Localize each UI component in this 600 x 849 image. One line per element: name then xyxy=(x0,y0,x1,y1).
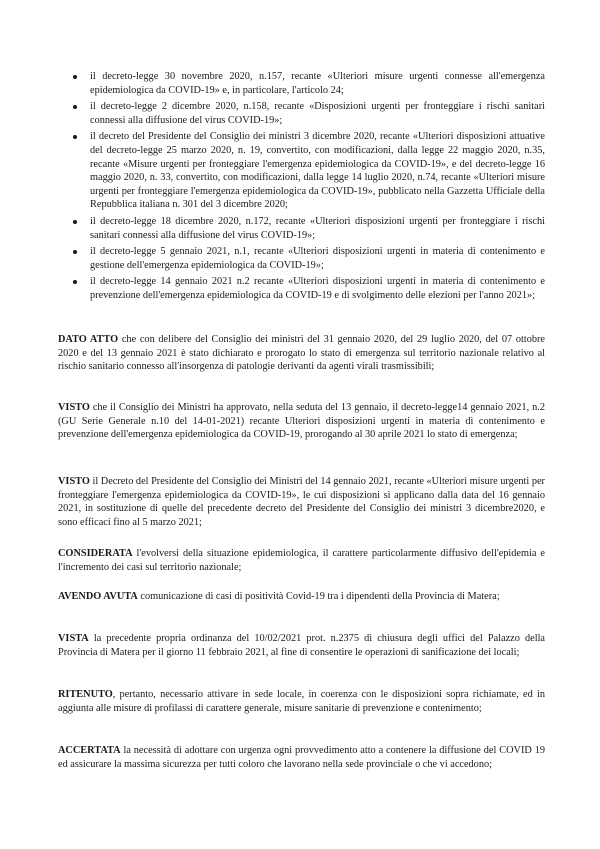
paragraph-avendo-avuta xyxy=(58,590,545,604)
bullet-icon xyxy=(73,135,77,139)
paragraph-ritenuto xyxy=(58,688,545,715)
bullet-icon xyxy=(73,105,77,109)
paragraph-text: comunicazione di casi di positività Covid-19 tra i dipendenti della Provincia di Matera; xyxy=(137,591,500,602)
paragraph-text: la precedente propria ordinanza del 10/02/2021 prot. n.2375 di chiusura degli uffici del Palazzo della Provincia di Matera per il giorno 11 febbraio 2021, al fine di consentire le operazioni di sanificazione dei locali; xyxy=(58,633,545,658)
paragraph-dato-atto xyxy=(58,333,545,374)
list-item xyxy=(90,245,545,272)
paragraph-keyword: VISTA xyxy=(58,633,89,644)
paragraph-accertata xyxy=(58,744,545,771)
paragraph-keyword: CONSIDERATA xyxy=(58,548,133,559)
paragraph-visto-decreto-legge xyxy=(58,401,545,442)
bullet-icon xyxy=(73,75,77,79)
bullet-text: il decreto-legge 14 gennaio 2021 n.2 recante «Ulteriori disposizioni urgenti in materia di contenimento e prevenzione dell'emergenza epidemiologica da COVID-19 e di svolgimento delle elezioni per l'anno 2021»; xyxy=(90,276,545,301)
list-item xyxy=(90,275,545,302)
paragraph-keyword: RITENUTO xyxy=(58,689,113,700)
paragraph-keyword: AVENDO AVUTA xyxy=(58,591,138,602)
paragraph-vista xyxy=(58,632,545,659)
paragraph-considerata xyxy=(58,547,545,574)
paragraph-keyword: DATO ATTO xyxy=(58,334,119,345)
bullet-icon xyxy=(73,280,77,284)
bullet-text: il decreto-legge 5 gennaio 2021, n.1, recante «Ulteriori disposizioni urgenti in materia di contenimento e gestione dell'emergenza epidemiologica da COVID-19»; xyxy=(90,246,545,271)
bullet-text: il decreto-legge 18 dicembre 2020, n.172, recante «Ulteriori disposizioni urgenti per fronteggiare i rischi sanitari connessi alla diffusione del virus COVID-19»; xyxy=(90,215,545,241)
list-item xyxy=(90,100,545,127)
list-item xyxy=(90,130,545,212)
paragraph-keyword: VISTO xyxy=(58,476,90,487)
list-item xyxy=(90,70,545,97)
list-item xyxy=(90,215,545,242)
paragraph-text: il Decreto del Presidente del Consiglio dei Ministri del 14 gennaio 2021, recante «Ulteriori misure urgenti per fronteggiare l'emergenza epidemiologica da COVID-19», le cui disposizioni si applicano dalla data del 16 gennaio 2021, in sostituzione di quelle del precedente decreto del Presidente del Consiglio dei ministri 3 dicembre2020, e sono efficaci fino al 5 marzo 2021; xyxy=(58,476,545,528)
paragraph-text: l'evolversi della situazione epidemiologica, il carattere particolarmente diffusivo dell'epidemia e l'incremento dei casi sul territorio nazionale; xyxy=(58,548,545,573)
paragraph-text: la necessità di adottare con urgenza ogni provvedimento atto a contenere la diffusione del COVID 19 ed assicurare la massima sicurezza per tutti coloro che lavorano nella sede provinciale o che vi accedono; xyxy=(58,745,545,770)
paragraph-keyword: VISTO xyxy=(58,402,90,413)
paragraph-keyword: ACCERTATA xyxy=(58,745,121,756)
bullet-text: il decreto-legge 2 dicembre 2020, n.158, recante «Disposizioni urgenti per fronteggiare i rischi sanitari connessi alla diffusione del virus COVID-19»; xyxy=(90,101,545,126)
bullet-text: il decreto del Presidente del Consiglio dei ministri 3 dicembre 2020, recante «Ulteriori disposizioni attuative del decreto-legge 25 marzo 2020, n. 19, convertito, con modificazioni, dalla legge 22 maggio 2020, n.35, recante «Misure urgenti per fronteggiare l'emergenza epidemiologica da COVID-19», e del decreto-legge 16 maggio 2020, n. 33, convertito, con modificazioni, dalla legge 14 luglio 2020, n.74, recante «Ulteriori misure urgenti per fronteggiare l'emergenza epidemiologica da COVID-19», pubblicato nella Gazzetta Ufficiale della Repubblica italiana n. 301 del 3 dicembre 2020; xyxy=(90,131,545,211)
bullet-text: il decreto-legge 30 novembre 2020, n.157, recante «Ulteriori misure urgenti connesse all'emergenza epidemiologica da COVID-19» e, in particolare, l'articolo 24; xyxy=(90,71,545,96)
bullet-icon xyxy=(73,250,77,254)
paragraph-text: che il Consiglio dei Ministri ha approvato, nella seduta del 13 gennaio, il decreto-legge14 gennaio 2021, n.2 (GU Serie Generale n.10 del 14-01-2021) recante Ulteriori disposizioni urgenti in materia di contenimento e prevenzione dell'emergenza epidemiologica da COVID-19, prorogando al 30 aprile 2021 lo stato di emergenza; xyxy=(58,402,545,441)
paragraph-visto-dpcm xyxy=(58,475,545,529)
bullet-icon xyxy=(73,220,77,224)
decree-bullet-list xyxy=(90,70,545,306)
paragraph-text: , pertanto, necessario attivare in sede locale, in coerenza con le disposizioni sopra richiamate, ed in aggiunta alle misure di profilassi di carattere generale, misure sanitarie di prevenzione e contenimento; xyxy=(58,689,545,714)
paragraph-text: che con delibere del Consiglio dei ministri del 31 gennaio 2020, del 29 luglio 2020, del 07 ottobre 2020 e del 13 gennaio 2021 è stato dichiarato e prorogato lo stato di emergenza sul territorio nazionale relativo al rischio sanitario connesso all'insorgenza di patologie derivanti da agenti virali trasmissibili; xyxy=(58,334,545,373)
